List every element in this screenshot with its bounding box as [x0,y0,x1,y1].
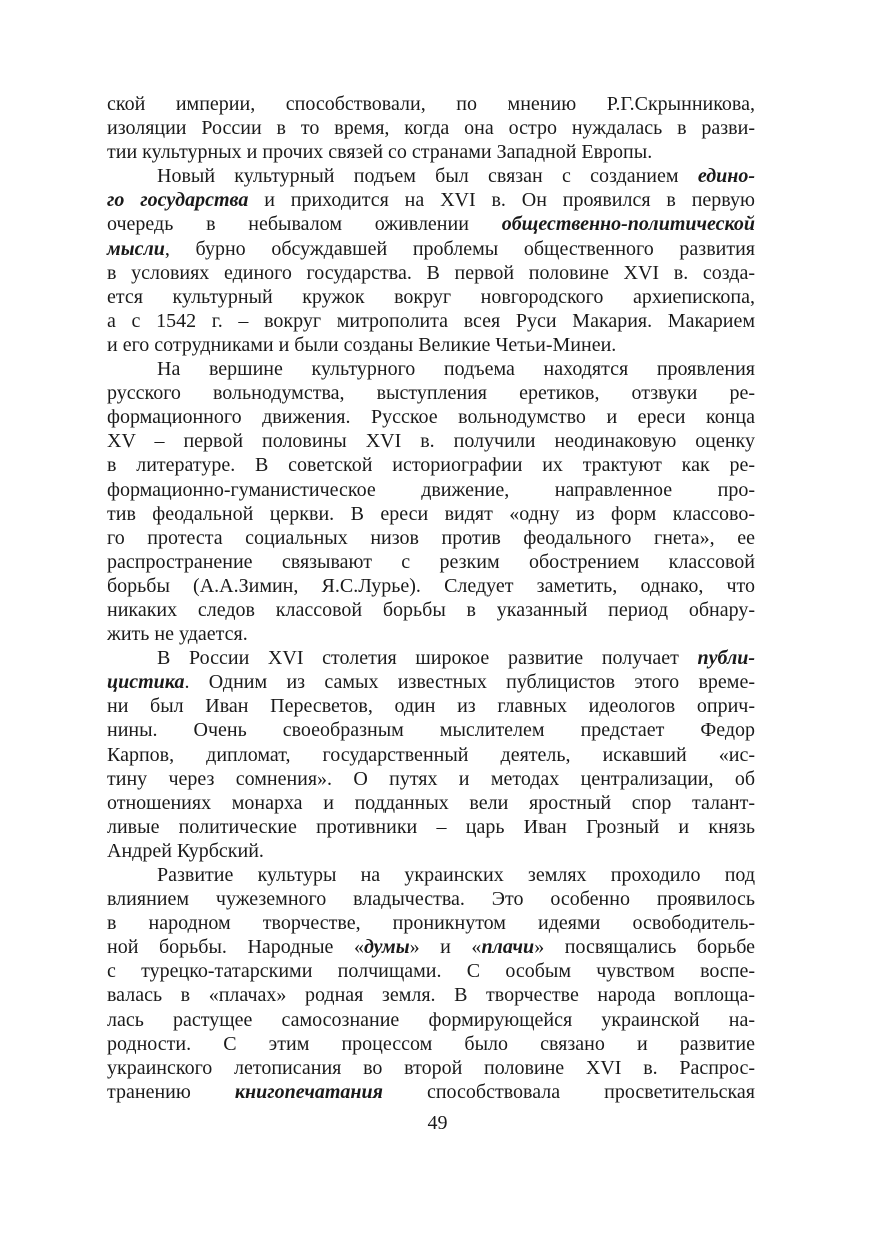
emphasized-term: общественно-политической [501,213,755,236]
emphasized-term: публи- [697,647,755,670]
text-line [107,212,755,236]
text-line [107,164,755,188]
text-line [107,622,755,646]
text-line [107,309,755,333]
text-line [107,767,755,791]
text-run: нины. Очень своеобразным мыслителем предстает Федор [107,719,755,742]
text-line [107,1032,755,1056]
text-line [107,863,755,887]
text-run: изоляции России в то время, когда она остро нуждалась в разви- [107,117,755,140]
emphasized-term: думы [363,936,410,959]
text-line [107,791,755,815]
text-run: Андрей Курбский. [107,839,264,862]
text-line [107,694,755,718]
text-run: тину через сомнения». О путях и методах централизации, об [107,767,755,790]
page-number: 49 [427,1112,448,1134]
text-line [107,526,755,550]
text-run: В России XVI столетия широкое развитие получает [157,647,698,670]
text-run: жить не удается. [107,623,248,646]
emphasized-term: книгопечатания [234,1080,383,1103]
text-line [107,92,755,116]
text-run: ливые политические противники – царь Иван Грозный и князь [107,815,755,838]
text-run: распространение связывают с резким обострением классовой [107,550,755,573]
text-run: валась в «плачах» родная земля. В творчестве народа воплоща- [107,984,755,1007]
text-run: , бурно обсуждавшей проблемы общественного развития [164,237,755,260]
text-run: формационно-гуманистическое движение, направленное про- [107,478,755,501]
text-line [107,333,755,357]
text-line [107,815,755,839]
text-line [107,743,755,767]
text-run: На вершине культурного подъема находятся проявления [157,358,755,381]
text-run: » посвящались борьбе [534,936,755,959]
body-text [107,92,755,1104]
text-run: . Одним из самых известных публицистов этого време- [184,671,755,694]
text-run: » и « [409,936,482,959]
text-line [107,188,755,212]
text-line [107,887,755,911]
text-line [107,478,755,502]
text-run: борьбы (А.А.Зимин, Я.С.Лурье). Следует заметить, однако, что [107,574,755,597]
text-run: влиянием чужеземного владычества. Это особенно проявилось [107,888,755,911]
text-run: транению [107,1080,235,1103]
text-run: а с 1542 г. – вокруг митрополита всея Руси Макария. Макарием [107,309,755,332]
text-run: в литературе. В советской историографии их трактуют как ре- [107,454,755,477]
text-run: Новый культурный подъем был связан с созданием [157,165,698,188]
text-run: отношениях монарха и подданных вели яростный спор талант- [107,791,755,814]
text-line [107,839,755,863]
text-line [107,237,755,261]
text-run: Развитие культуры на украинских землях проходило под [157,864,755,886]
text-run: в условиях единого государства. В первой половине XVI в. созда- [107,261,755,284]
text-line [107,453,755,477]
text-line [107,1056,755,1080]
text-run: с турецко-татарскими полчищами. С особым чувством воспе- [107,960,755,983]
text-run: ется культурный кружок вокруг новгородского архиепископа, [107,285,755,308]
emphasized-term: мысли [107,237,165,260]
emphasized-term: едино- [697,165,755,188]
text-line [107,718,755,742]
text-line [107,670,755,694]
text-run: в народном творчестве, проникнутом идеями освободитель- [107,912,755,935]
text-line [107,1008,755,1032]
text-line [107,935,755,959]
text-run: лась растущее самосознание формирующейся украинской на- [107,1008,755,1031]
text-run: русского вольнодумства, выступления еретиков, отзвуки ре- [107,382,755,405]
text-run: ной борьбы. Народные « [107,936,364,959]
text-run: XV – первой половины XVI в. получили неодинаковую оценку [107,430,755,453]
text-line [107,381,755,405]
text-run: никаких следов классовой борьбы в указанный период обнару- [107,598,755,621]
text-line [107,983,755,1007]
text-line [107,357,755,381]
text-run: ской империи, способствовали, по мнению Р.Г.Скрынникова, [107,93,755,115]
text-run: ни был Иван Пересветов, один из главных идеологов оприч- [107,695,755,718]
emphasized-term: цистика [107,671,185,694]
text-run: и его сотрудниками и были созданы Великие Четьи-Минеи. [107,333,617,356]
emphasized-term: го государства [107,189,249,212]
text-run: родности. С этим процессом было связано и развитие [107,1032,755,1055]
emphasized-term: плачи [481,936,535,959]
text-run: тив феодальной церкви. В ереси видят «одну из форм классово- [107,502,755,525]
text-run: Карпов, дипломат, государственный деятель, искавший «ис- [107,743,755,766]
text-line [107,959,755,983]
text-run: очередь в небывалом оживлении [107,213,502,236]
text-run: способствовала просветительская [382,1080,755,1103]
text-line [107,911,755,935]
text-run: и приходится на XVI в. Он проявился в первую [248,189,755,212]
text-line [107,550,755,574]
text-line [107,261,755,285]
text-line [107,285,755,309]
text-line [107,1080,755,1104]
text-line [107,405,755,429]
text-line [107,598,755,622]
text-line [107,502,755,526]
text-line [107,140,755,164]
text-line [107,574,755,598]
text-run: украинского летописания во второй половине XVI в. Распрос- [107,1056,755,1079]
text-run: формационного движения. Русское вольнодумство и ереси конца [107,406,755,429]
text-line [107,646,755,670]
text-line [107,429,755,453]
text-line [107,116,755,140]
text-run: тии культурных и прочих связей со странами Западной Европы. [107,141,653,164]
text-run: го протеста социальных низов против феодального гнета», ее [107,526,755,549]
